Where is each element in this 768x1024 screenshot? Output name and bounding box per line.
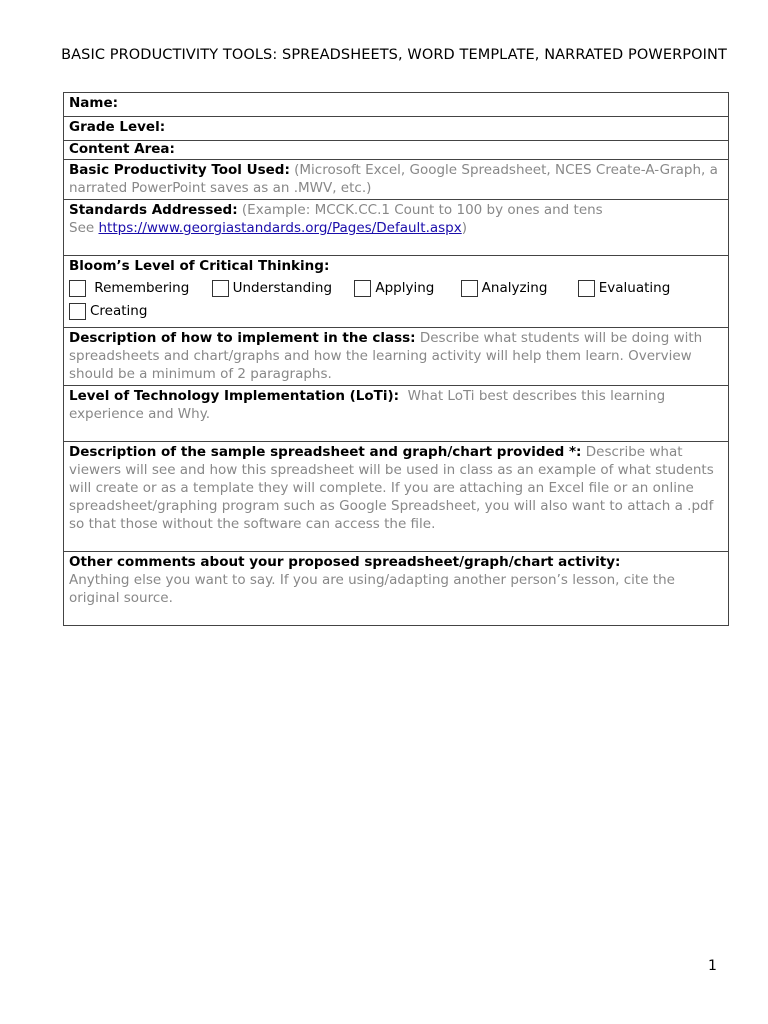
implement-label: Description of how to implement in the class: xyxy=(69,330,416,346)
standards-see: See xyxy=(69,220,99,236)
sample-label: Description of the sample spreadsheet and graph/chart provided *: xyxy=(69,444,582,460)
content-row xyxy=(64,141,729,160)
content-cell[interactable] xyxy=(64,141,729,160)
bloom-row xyxy=(64,256,729,328)
implement-row xyxy=(64,328,729,386)
option-label: Evaluating xyxy=(598,280,671,296)
option-label: Understanding xyxy=(232,280,333,296)
tool-hint: (Microsoft Excel, Google Spreadsheet, NCES Create-A-Graph, a narrated PowerPoint saves as an .MWV, etc.) xyxy=(69,162,718,196)
bloom-label: Bloom’s Level of Critical Thinking: xyxy=(69,258,330,274)
standards-row xyxy=(64,200,729,256)
loti-cell[interactable] xyxy=(64,386,729,442)
bloom-option-evaluating[interactable] xyxy=(578,279,671,297)
checkbox[interactable] xyxy=(354,280,371,297)
name-cell[interactable] xyxy=(64,93,729,117)
sample-row xyxy=(64,442,729,552)
other-label: Other comments about your proposed spreadsheet/graph/chart activity: xyxy=(69,554,621,570)
page-number: 1 xyxy=(708,958,717,974)
option-label: Creating xyxy=(90,303,148,319)
other-hint: Anything else you want to say. If you are using/adapting another person’s lesson, cite the original source. xyxy=(69,572,675,606)
bloom-option-understanding[interactable] xyxy=(212,279,332,297)
other-cell[interactable] xyxy=(64,552,729,626)
option-label: Analyzing xyxy=(481,280,548,296)
name-row xyxy=(64,93,729,117)
checkbox[interactable] xyxy=(69,303,86,320)
name-label: Name: xyxy=(69,95,119,111)
loti-row xyxy=(64,386,729,442)
grade-label: Grade Level: xyxy=(69,119,166,135)
checkbox[interactable] xyxy=(578,280,595,297)
checkbox[interactable] xyxy=(69,280,86,297)
bloom-option-applying[interactable] xyxy=(354,279,434,297)
other-row xyxy=(64,552,729,626)
loti-label: Level of Technology Implementation (LoTi): xyxy=(69,388,400,404)
option-label: Remembering xyxy=(94,280,190,296)
sample-cell[interactable] xyxy=(64,442,729,552)
document-title: BASIC PRODUCTIVITY TOOLS: SPREADSHEETS, WORD TEMPLATE, NARRATED POWERPOINT xyxy=(61,47,727,63)
checkbox[interactable] xyxy=(212,280,229,297)
standards-cell[interactable] xyxy=(64,200,729,256)
standards-link[interactable]: https://www.georgiastandards.org/Pages/Default.aspx xyxy=(98,220,462,236)
implement-cell[interactable] xyxy=(64,328,729,386)
standards-hint: (Example: MCCK.CC.1 Count to 100 by ones and tens xyxy=(241,202,603,218)
bloom-option-creating[interactable] xyxy=(69,302,147,320)
tool-row xyxy=(64,160,729,200)
grade-row xyxy=(64,117,729,141)
content-label: Content Area: xyxy=(69,141,175,157)
grade-cell[interactable] xyxy=(64,117,729,141)
bloom-option-remembering[interactable] xyxy=(69,279,189,297)
sample-hint: Describe what viewers will see and how this spreadsheet will be used in class as an example of what students will create or as a template they will complete. If you are attaching an Excel file or an online spreadsheet/graphing program such as Google Spreadsheet, you will also want to attach a .pdf so that those without the software can access the file. xyxy=(69,444,714,532)
tool-label: Basic Productivity Tool Used: xyxy=(69,162,290,178)
loti-hint: What LoTi best describes this learning experience and Why. xyxy=(69,388,666,422)
bloom-options xyxy=(69,279,723,325)
implement-hint: Describe what students will be doing with spreadsheets and chart/graphs and how the learning activity will help them learn. Overview should be a minimum of 2 paragraphs. xyxy=(69,330,703,382)
bloom-cell xyxy=(64,256,729,328)
option-label: Applying xyxy=(375,280,435,296)
checkbox[interactable] xyxy=(461,280,478,297)
bloom-option-analyzing[interactable] xyxy=(461,279,548,297)
standards-label: Standards Addressed: xyxy=(69,202,238,218)
tool-cell[interactable] xyxy=(64,160,729,200)
lesson-form-table xyxy=(63,92,729,626)
standards-close: ) xyxy=(461,220,468,236)
